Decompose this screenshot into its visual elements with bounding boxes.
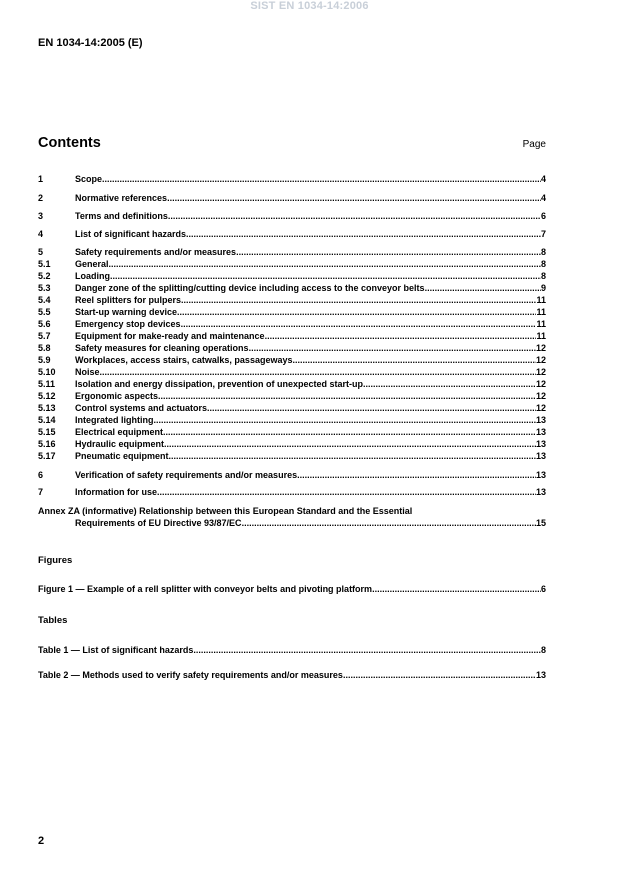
dot-leader xyxy=(186,229,541,239)
dot-leader xyxy=(265,331,537,341)
dot-leader xyxy=(242,518,536,528)
toc-entry-number: 3 xyxy=(38,211,44,221)
toc-entry-number: 5.12 xyxy=(38,391,56,401)
toc-entry-page: 13 xyxy=(535,427,546,437)
toc-entry-page: 11 xyxy=(536,307,546,317)
toc-entry-number: 6 xyxy=(38,470,44,480)
dot-leader xyxy=(181,319,537,329)
dot-leader xyxy=(100,367,536,377)
toc-entry-number: 5.9 xyxy=(38,355,51,365)
figures-heading: Figures xyxy=(38,555,73,566)
toc-entry-number: 5.17 xyxy=(38,451,56,461)
toc-entry-page: 13 xyxy=(535,487,546,497)
toc-entry-number: 5 xyxy=(38,247,44,257)
toc-entry-title: Pneumatic equipment xyxy=(75,451,169,461)
toc-entry-title: Verification of safety requirements and/or measures xyxy=(75,470,298,480)
dot-leader xyxy=(109,259,541,269)
toc-entry[interactable] xyxy=(38,367,546,379)
figure-entry[interactable] xyxy=(38,584,546,596)
toc-entry[interactable] xyxy=(38,307,546,319)
toc-entry[interactable] xyxy=(38,343,546,355)
toc-entry[interactable] xyxy=(38,271,546,283)
toc-entry-page: 13 xyxy=(535,415,546,425)
toc-entry[interactable] xyxy=(38,193,546,205)
toc-entry-title: Safety requirements and/or measures xyxy=(75,247,237,257)
toc-entry-page: 13 xyxy=(535,451,546,461)
dot-leader xyxy=(102,174,541,184)
toc-entry[interactable] xyxy=(38,379,546,391)
toc-entry-number: 5.1 xyxy=(38,259,51,269)
dot-leader xyxy=(249,343,536,353)
toc-entry-number: 5.14 xyxy=(38,415,56,425)
dot-leader xyxy=(297,470,536,480)
toc-entry-title: General xyxy=(75,259,109,269)
table-entry-page: 13 xyxy=(535,670,546,680)
dot-leader xyxy=(363,379,536,389)
toc-entry[interactable] xyxy=(38,283,546,295)
toc-entry-page: 12 xyxy=(535,343,546,353)
document-id: EN 1034-14:2005 (E) xyxy=(38,37,143,49)
toc-entry-page: 13 xyxy=(535,470,546,480)
toc-entry-title: Scope xyxy=(75,174,103,184)
table-entry[interactable] xyxy=(38,670,546,682)
toc-entry-number: 5.15 xyxy=(38,427,56,437)
dot-leader xyxy=(164,439,536,449)
toc-entry[interactable] xyxy=(38,415,546,427)
toc-entry-page: 4 xyxy=(540,193,546,203)
toc-entry[interactable] xyxy=(38,295,546,307)
toc-entry-title: Workplaces, access stairs, catwalks, passageways xyxy=(75,355,293,365)
dot-leader xyxy=(177,307,536,317)
toc-entry-title: Integrated lighting xyxy=(75,415,154,425)
toc-entry-title: Safety measures for cleaning operations xyxy=(75,343,249,353)
toc-entry[interactable] xyxy=(38,331,546,343)
table-entry-title: Table 2 — Methods used to verify safety requirements and/or measures xyxy=(38,670,343,680)
toc-entry-title: Isolation and energy dissipation, prevention of unexpected start-up xyxy=(75,379,364,389)
toc-entry-title: Loading xyxy=(75,271,110,281)
dot-leader xyxy=(158,391,536,401)
dot-leader xyxy=(169,451,536,461)
toc-entry-title: List of significant hazards xyxy=(75,229,187,239)
table-entry-title: Table 1 — List of significant hazards xyxy=(38,645,194,655)
toc-entry[interactable] xyxy=(38,439,546,451)
page-number: 2 xyxy=(38,835,45,847)
toc-entry-page: 8 xyxy=(540,247,546,257)
toc-entry-title: Terms and definitions xyxy=(75,211,168,221)
annex-title-line1[interactable]: Annex ZA (informative) Relationship between this European Standard and the Essential xyxy=(38,506,413,516)
toc-entry[interactable] xyxy=(38,355,546,367)
toc-entry-number: 5.3 xyxy=(38,283,51,293)
toc-entry-title: Reel splitters for pulpers xyxy=(75,295,182,305)
annex-title-line2: Requirements of EU Directive 93/87/EC xyxy=(75,518,242,528)
toc-entry-number: 5.7 xyxy=(38,331,51,341)
toc-entry-title: Information for use xyxy=(75,487,158,497)
dot-leader xyxy=(207,403,536,413)
toc-entry-number: 5.13 xyxy=(38,403,56,413)
dot-leader xyxy=(181,295,536,305)
toc-entry-title: Equipment for make-ready and maintenance xyxy=(75,331,265,341)
toc-entry-page: 9 xyxy=(540,283,546,293)
toc-entry-page: 11 xyxy=(536,331,546,341)
toc-entry-title: Normative references xyxy=(75,193,168,203)
toc-entry-number: 1 xyxy=(38,174,44,184)
toc-entry-page: 6 xyxy=(540,211,546,221)
table-entry-page: 8 xyxy=(540,645,546,655)
toc-entry-title: Ergonomic aspects xyxy=(75,391,159,401)
toc-entry-number: 5.8 xyxy=(38,343,51,353)
toc-entry[interactable] xyxy=(38,470,546,482)
watermark: SIST EN 1034-14:2006 xyxy=(250,0,369,12)
toc-entry-page: 4 xyxy=(540,174,546,184)
dot-leader xyxy=(167,193,541,203)
dot-leader xyxy=(193,645,541,655)
toc-entry[interactable] xyxy=(38,487,546,499)
toc-entry-title: Emergency stop devices xyxy=(75,319,181,329)
toc-entry-title: Danger zone of the splitting/cutting device including access to the conveyor belts xyxy=(75,283,425,293)
annex-page: 15 xyxy=(535,518,546,528)
toc-entry[interactable] xyxy=(38,403,546,415)
dot-leader xyxy=(343,670,536,680)
toc-entry-number: 5.6 xyxy=(38,319,51,329)
toc-entry[interactable] xyxy=(38,427,546,439)
toc-entry-title: Noise xyxy=(75,367,100,377)
dot-leader xyxy=(168,211,541,221)
toc-entry[interactable] xyxy=(38,247,546,259)
dot-leader xyxy=(292,355,536,365)
toc-entry-page: 12 xyxy=(535,379,546,389)
toc-entry[interactable] xyxy=(38,391,546,403)
toc-entry-number: 5.11 xyxy=(38,379,56,389)
toc-entry-page: 12 xyxy=(535,355,546,365)
toc-entry-title: Electrical equipment xyxy=(75,427,164,437)
toc-entry-page: 12 xyxy=(535,403,546,413)
toc-entry[interactable] xyxy=(38,319,546,331)
toc-entry-page: 13 xyxy=(535,439,546,449)
toc-entry-page: 11 xyxy=(536,319,546,329)
dot-leader xyxy=(157,487,536,497)
toc-entry-number: 7 xyxy=(38,487,44,497)
annex-entry[interactable] xyxy=(38,518,546,530)
dot-leader xyxy=(163,427,536,437)
table-entry[interactable] xyxy=(38,645,546,657)
toc-entry-title: Control systems and actuators xyxy=(75,403,208,413)
toc-entry-number: 5.4 xyxy=(38,295,51,305)
toc-entry-page: 12 xyxy=(535,391,546,401)
page-column-label: Page xyxy=(522,139,546,150)
toc-entry[interactable] xyxy=(38,174,546,186)
figure-entry-title: Figure 1 — Example of a rell splitter with conveyor belts and pivoting platform xyxy=(38,584,373,594)
toc-entry-page: 7 xyxy=(540,229,546,239)
toc-entry-number: 5.16 xyxy=(38,439,56,449)
toc-entry-number: 5.5 xyxy=(38,307,51,317)
toc-entry-page: 8 xyxy=(540,271,546,281)
toc-entry-number: 2 xyxy=(38,193,44,203)
dot-leader xyxy=(110,271,541,281)
toc-entry-number: 5.2 xyxy=(38,271,51,281)
contents-title: Contents xyxy=(38,135,101,151)
toc-entry-page: 8 xyxy=(540,259,546,269)
toc-entry-page: 11 xyxy=(536,295,546,305)
toc-entry[interactable] xyxy=(38,259,546,271)
figure-entry-page: 6 xyxy=(540,584,546,594)
tables-heading: Tables xyxy=(38,615,68,626)
toc-entry-title: Hydraulic equipment xyxy=(75,439,165,449)
toc-entry-number: 4 xyxy=(38,229,44,239)
dot-leader xyxy=(236,247,541,257)
toc-entry-page: 12 xyxy=(535,367,546,377)
toc-entry[interactable] xyxy=(38,229,546,241)
dot-leader xyxy=(154,415,536,425)
dot-leader xyxy=(425,283,541,293)
toc-entry[interactable] xyxy=(38,451,546,463)
toc-entry[interactable] xyxy=(38,211,546,223)
toc-entry-title: Start-up warning device xyxy=(75,307,178,317)
toc-entry-number: 5.10 xyxy=(38,367,56,377)
dot-leader xyxy=(372,584,541,594)
